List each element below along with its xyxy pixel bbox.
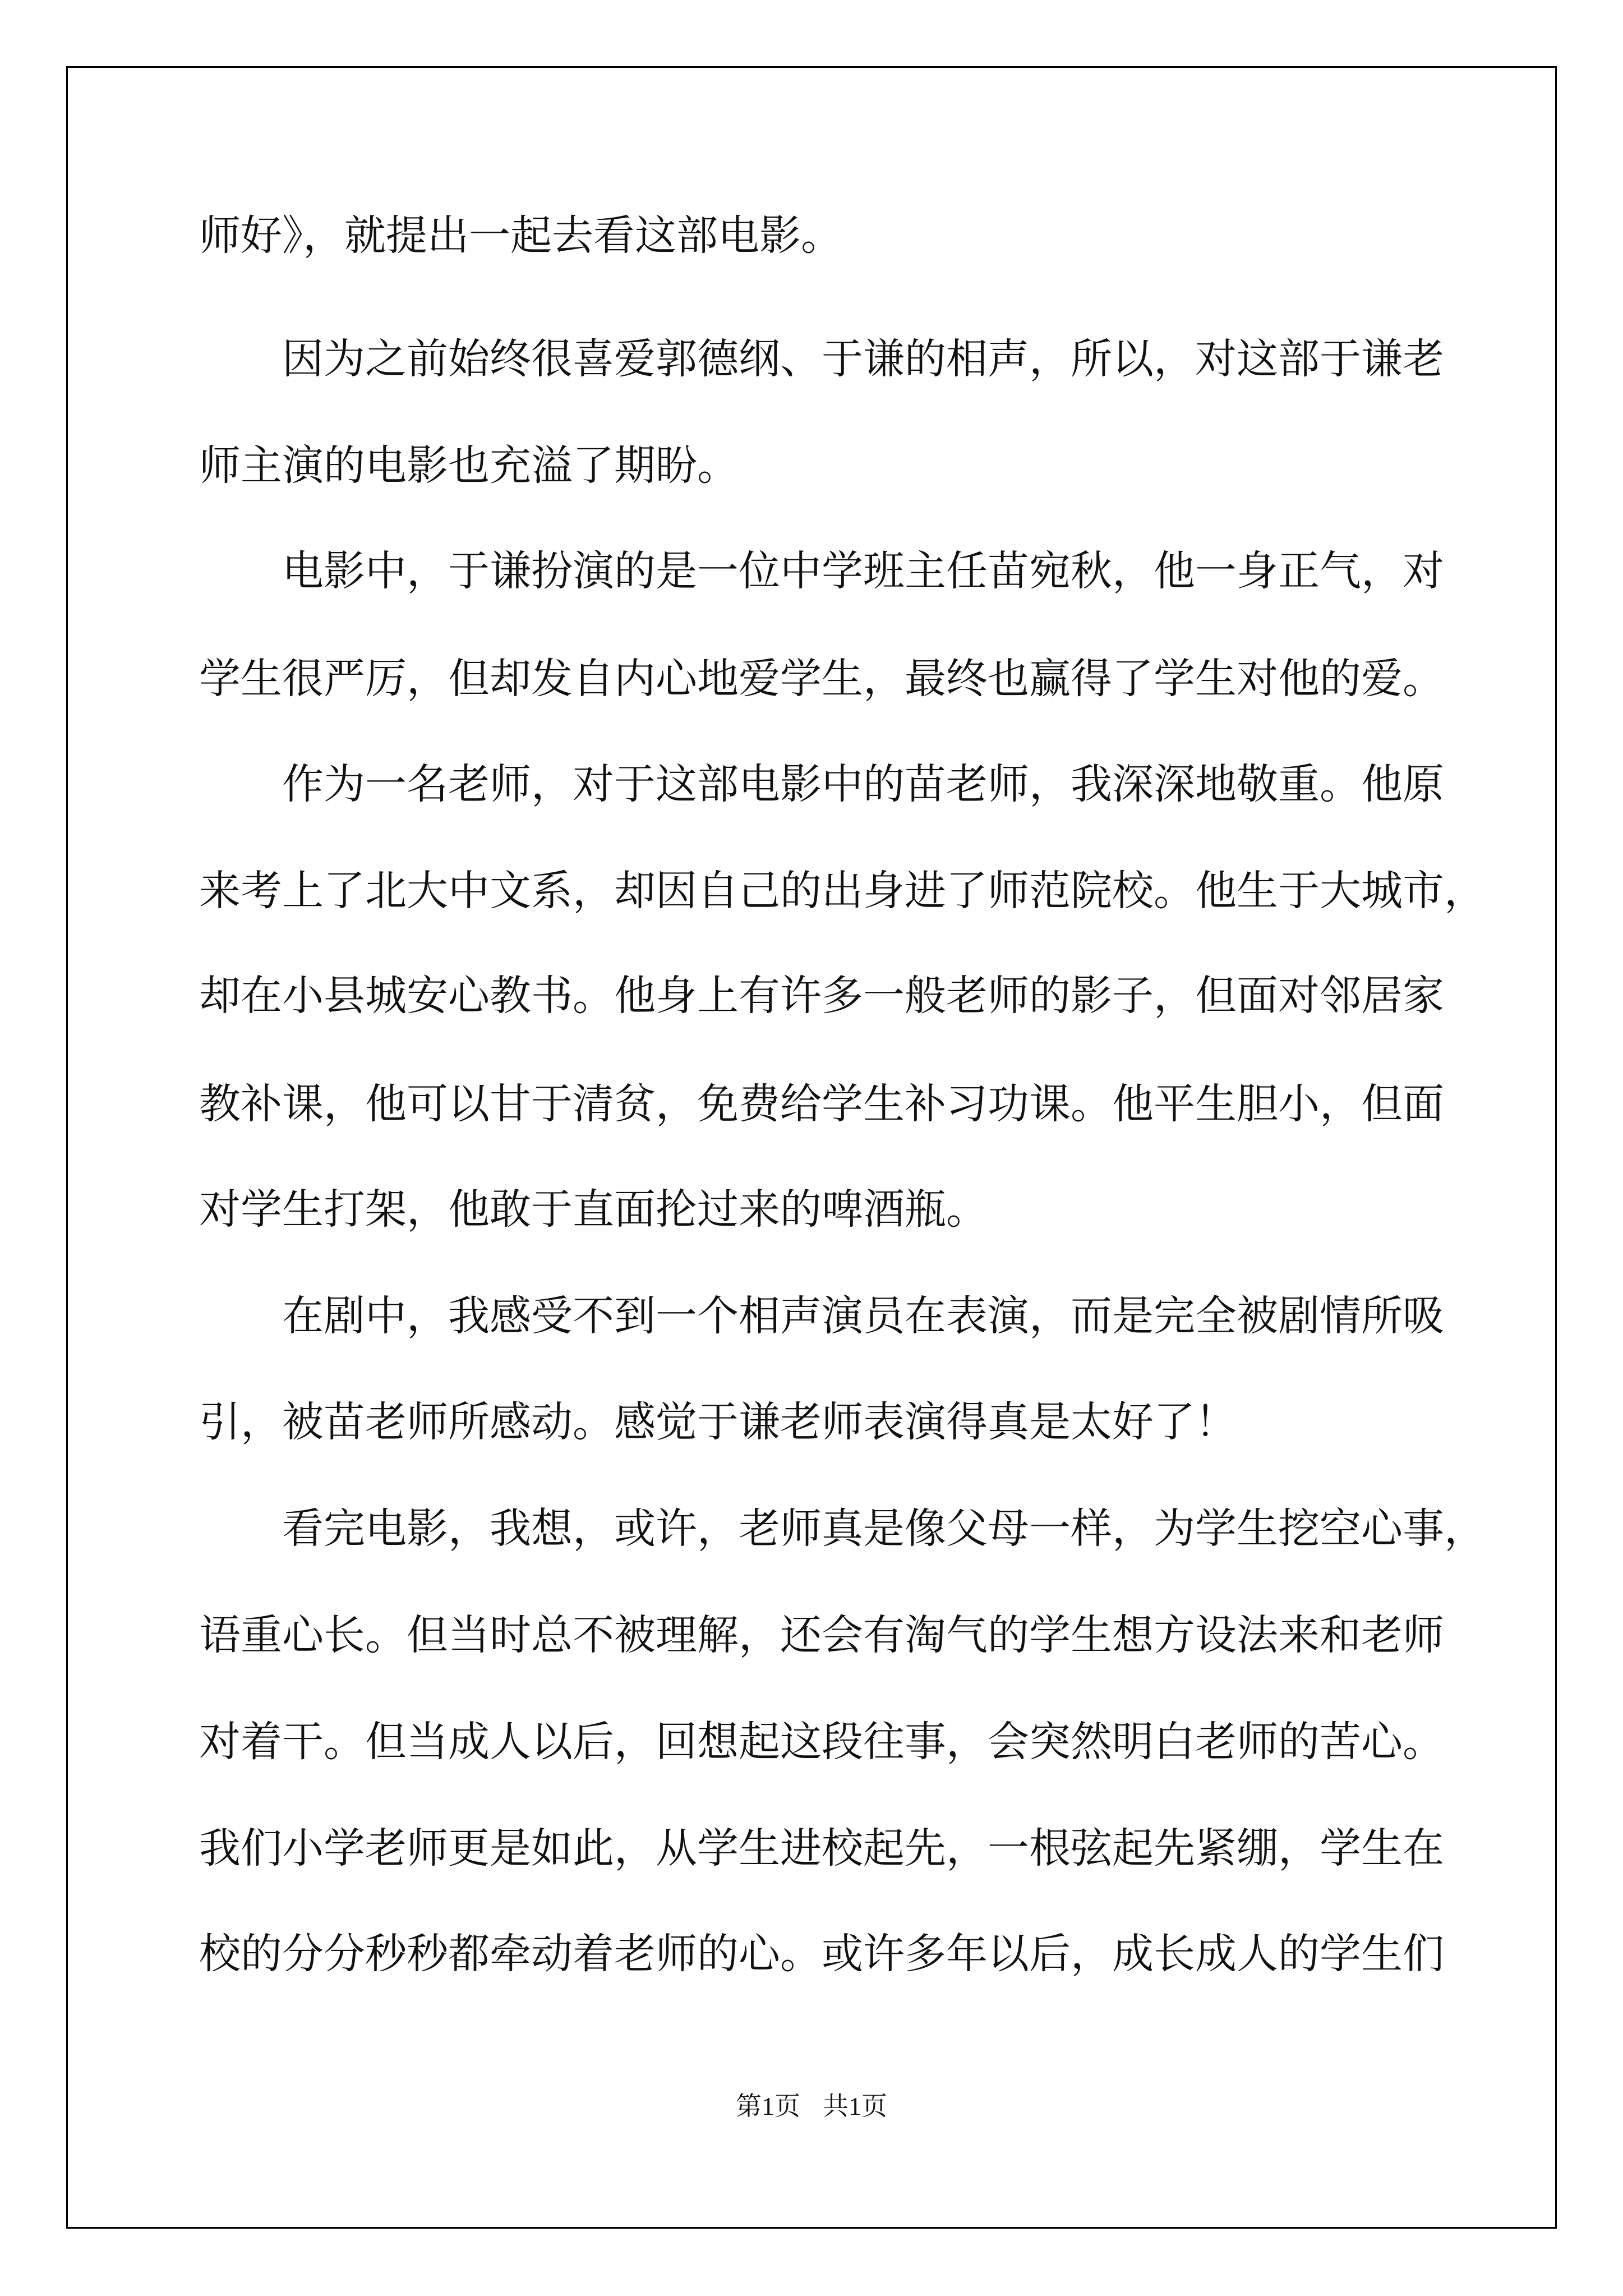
page-footer — [0, 2090, 1623, 2123]
text-line: 看完电影，我想，或许，老师真是像父母一样，为学生挖空心事， — [282, 1504, 1486, 1553]
text-line: 电影中，于谦扮演的是一位中学班主任苗宛秋，他一身正气，对 — [282, 547, 1444, 595]
text-line: 学生很严厉，但却发自内心地爱学生，最终也赢得了学生对他的爱。 — [199, 655, 1444, 703]
text-line: 校的分分秒秒都牵动着老师的心。或许多年以后，成长成人的学生们 — [199, 1930, 1444, 1978]
text-line: 对学生打架，他敢于直面抡过来的啤酒瓶。 — [199, 1185, 988, 1234]
text-line: 来考上了北大中文系，却因自己的出身进了师范院校。他生于大城市， — [199, 867, 1486, 915]
text-line: 语重心长。但当时总不被理解，还会有淘气的学生想方设法来和老师 — [199, 1611, 1444, 1659]
page-total: 共1页 — [823, 2092, 887, 2120]
text-line: 因为之前始终很喜爱郭德纲、于谦的相声，所以，对这部于谦老 — [282, 335, 1444, 383]
page-number: 第1页 — [736, 2092, 800, 2120]
text-line: 教补课，他可以甘于清贫，免费给学生补习功课。他平生胆小，但面 — [199, 1080, 1444, 1128]
text-line: 对着干。但当成人以后，回想起这段往事，会突然明白老师的苦心。 — [199, 1718, 1444, 1766]
text-line: 作为一名老师，对于这部电影中的苗老师，我深深地敬重。他原 — [282, 760, 1444, 808]
text-line: 引，被苗老师所感动。感觉于谦老师表演得真是太好了！ — [199, 1398, 1237, 1446]
text-line: 我们小学老师更是如此，从学生进校起先，一根弦起先紧绷，学生在 — [199, 1824, 1444, 1872]
page-border — [66, 66, 1557, 2229]
text-line: 师主演的电影也充溢了期盼。 — [199, 441, 739, 490]
text-line: 却在小县城安心教书。他身上有许多一般老师的影子，但面对邻居家 — [199, 972, 1444, 1020]
text-line: 在剧中，我感受不到一个相声演员在表演，而是完全被剧情所吸 — [282, 1292, 1444, 1340]
text-line: 师好》，就提出一起去看这部电影。 — [199, 211, 842, 260]
